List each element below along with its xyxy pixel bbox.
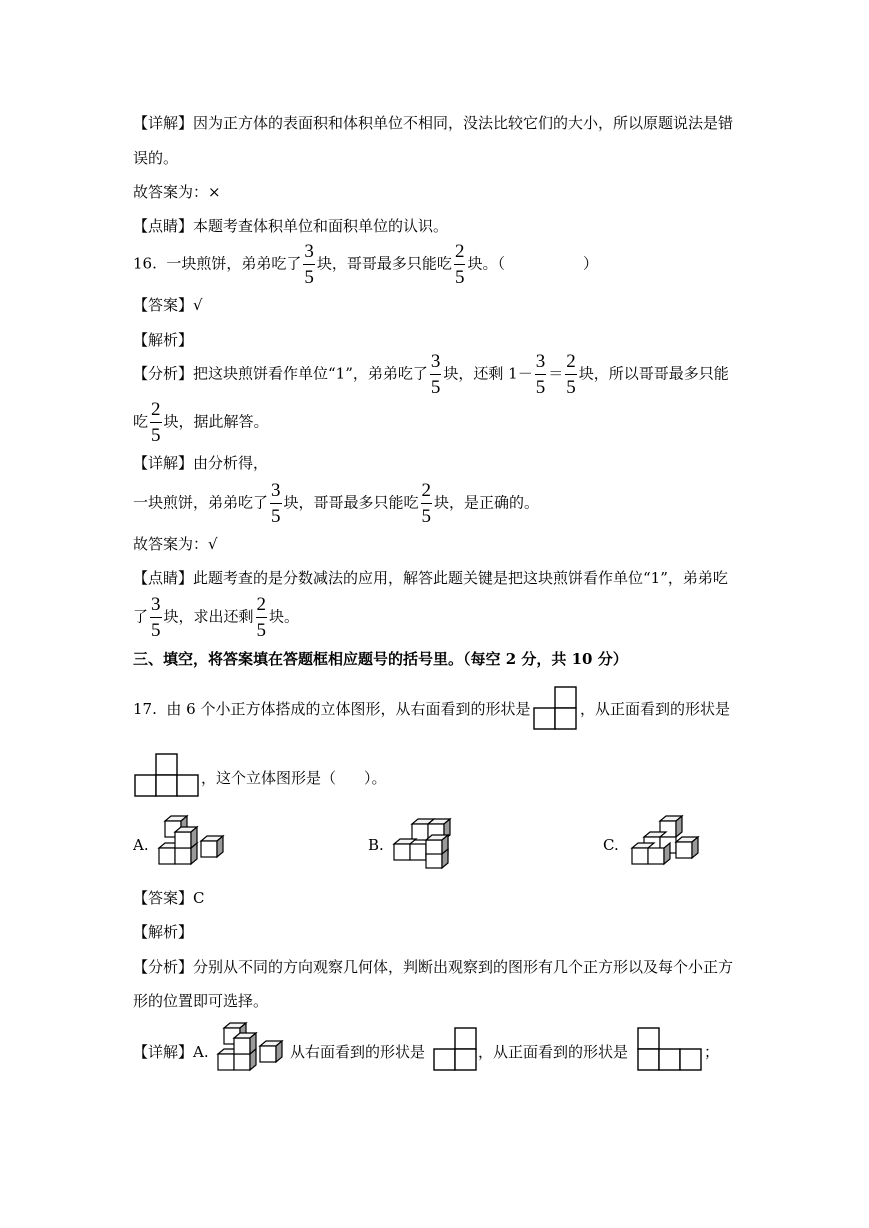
- answer-value: ×: [208, 183, 221, 201]
- q17-detail-tag-line: [133, 1041, 209, 1062]
- comment-tag: 【点睛】: [133, 217, 194, 235]
- analysis-text: 块，还剩 1－: [443, 364, 533, 383]
- comment-tag: 【点睛】: [133, 569, 194, 587]
- stem-text: 由 6 个小正方体搭成的立体图形，从右面看到的形状是: [166, 700, 531, 718]
- q17-stem-line2: [201, 767, 387, 788]
- analysis-text: 块，所以哥哥最多只能: [578, 364, 729, 383]
- numerator: 3: [271, 480, 281, 501]
- denominator: 5: [270, 503, 282, 526]
- detail-option-a-figure: [216, 1022, 290, 1076]
- numerator: 3: [304, 241, 314, 262]
- analysis-text: ＝: [548, 364, 564, 383]
- analysis-text: 块，据此解答。: [163, 412, 269, 431]
- q17-stem-cont: ，从正面看到的形状是: [580, 700, 731, 718]
- detail-text: 一块煎饼，弟弟吃了: [133, 493, 269, 512]
- q17-detail-text-1: 从右面看到的形状是: [290, 1043, 426, 1061]
- section-heading: 三、填空，将答案填在答题框相应题号的括号里。（每空 2 分，共 10 分）: [133, 650, 628, 668]
- detail-front-view-figure: [637, 1027, 701, 1071]
- q17-detail-text-2: ，从正面看到的形状是: [478, 1043, 629, 1061]
- fraction: [421, 481, 433, 526]
- q17-analysis-line2: 形的位置即可选择。: [133, 992, 269, 1010]
- comment-text: 块，求出还剩: [163, 607, 254, 626]
- detail-text: 由分析得，: [193, 454, 269, 472]
- answer-value: √: [193, 296, 203, 314]
- answer-tag: 【答案】: [133, 296, 194, 314]
- q17-analysis-line1: [133, 956, 733, 977]
- comment-text: 块。: [269, 607, 300, 626]
- q15-detail-line2: 误的。: [133, 149, 179, 167]
- q16-analysis-line1: [133, 352, 729, 397]
- fraction: [256, 595, 268, 640]
- detail-text: A.: [193, 1043, 209, 1061]
- denominator: 5: [421, 503, 433, 526]
- stem-text: 块。（: [467, 254, 505, 273]
- front-view-figure: [134, 753, 198, 797]
- option-c-label: C.: [603, 836, 619, 854]
- fraction: [454, 242, 466, 287]
- option-b-label: B.: [368, 836, 384, 854]
- denominator: 5: [303, 264, 315, 287]
- detail-text: 块，哥哥最多只能吃: [283, 493, 419, 512]
- q15-comment: [133, 215, 448, 236]
- numerator: 3: [151, 594, 161, 615]
- analysis-text: 分别从不同的方向观察几何体，判断出观察到的图形有几个正方形以及每个小正方: [193, 958, 734, 976]
- fraction: [150, 595, 162, 640]
- q17-stem-line1: [133, 698, 531, 719]
- q16-analysis-line2: [133, 400, 269, 445]
- denominator: 5: [454, 264, 466, 287]
- q16-comment-line1: [133, 567, 728, 588]
- q16-detail-line2: [133, 481, 539, 526]
- stem-text: ）: [582, 254, 598, 273]
- analysis-tag: 【分析】: [133, 958, 194, 976]
- stem-text: ，这个立体图形是（: [201, 769, 337, 787]
- answer-value: C: [193, 889, 205, 907]
- right-view-figure: [533, 686, 577, 730]
- fraction: [150, 400, 162, 445]
- numerator: 2: [151, 399, 161, 420]
- detail-text: 块，是正确的。: [434, 493, 540, 512]
- numerator: 2: [454, 241, 465, 262]
- analysis-text: 把这块煎饼看作单位“1”，弟弟吃了: [193, 364, 428, 383]
- q16-detail-line1: [133, 452, 268, 473]
- numerator: 3: [430, 351, 441, 372]
- comment-text: 本题考查体积单位和面积单位的认识。: [193, 217, 449, 235]
- numerator: 2: [566, 351, 576, 372]
- denominator: 5: [150, 422, 162, 445]
- q16-comment-line2: [133, 595, 299, 640]
- denominator: 5: [535, 374, 547, 397]
- denominator: 5: [565, 374, 577, 397]
- comment-text: 此题考查的是分数减法的应用，解答此题关键是把这块煎饼看作单位“1”，弟弟吃: [193, 569, 728, 587]
- stem-text: ）。: [364, 769, 387, 787]
- option-a-label: A.: [133, 836, 149, 854]
- numerator: 2: [256, 594, 267, 615]
- question-number: 17.: [133, 700, 157, 718]
- detail-tag: 【详解】: [133, 114, 194, 132]
- detail-tag: 【详解】: [133, 454, 194, 472]
- analysis-text: 吃: [133, 412, 149, 431]
- answer-label: 故答案为：: [133, 183, 209, 201]
- denominator: 5: [430, 374, 442, 397]
- option-c-figure: [630, 816, 710, 872]
- q17-detail-end: ；: [704, 1043, 720, 1061]
- analysis-tag: 【分析】: [133, 364, 194, 383]
- q17-answer: [133, 887, 205, 908]
- denominator: 5: [256, 617, 268, 640]
- stem-text: 块，哥哥最多只能吃: [316, 254, 452, 273]
- q17-jiexi: 【解析】: [133, 923, 194, 941]
- fraction: [430, 352, 442, 397]
- answer-label: 故答案为：: [133, 535, 209, 553]
- fraction: [565, 352, 577, 397]
- numerator: 2: [421, 480, 432, 501]
- option-b-figure: [392, 816, 472, 872]
- fraction: [535, 352, 547, 397]
- q15-detail-line1: [133, 112, 733, 133]
- stem-text: 一块煎饼，弟弟吃了: [166, 254, 302, 273]
- q16-final-answer: [133, 533, 218, 554]
- numerator: 3: [535, 351, 546, 372]
- q16-stem: [133, 242, 598, 287]
- option-a-figure: [155, 816, 235, 872]
- detail-text: 因为正方体的表面积和体积单位不相同，没法比较它们的大小，所以原题说法是错: [193, 114, 734, 132]
- answer-value: √: [208, 535, 218, 553]
- q16-jiexi: 【解析】: [133, 331, 194, 349]
- question-number: 16.: [133, 254, 157, 273]
- comment-text: 了: [133, 607, 149, 626]
- q15-answer: [133, 181, 221, 202]
- fraction: [270, 481, 282, 526]
- answer-tag: 【答案】: [133, 889, 194, 907]
- denominator: 5: [150, 617, 162, 640]
- detail-right-view-figure: [433, 1027, 477, 1071]
- detail-tag: 【详解】: [133, 1043, 194, 1061]
- fraction: [303, 242, 315, 287]
- q16-answer: [133, 294, 203, 315]
